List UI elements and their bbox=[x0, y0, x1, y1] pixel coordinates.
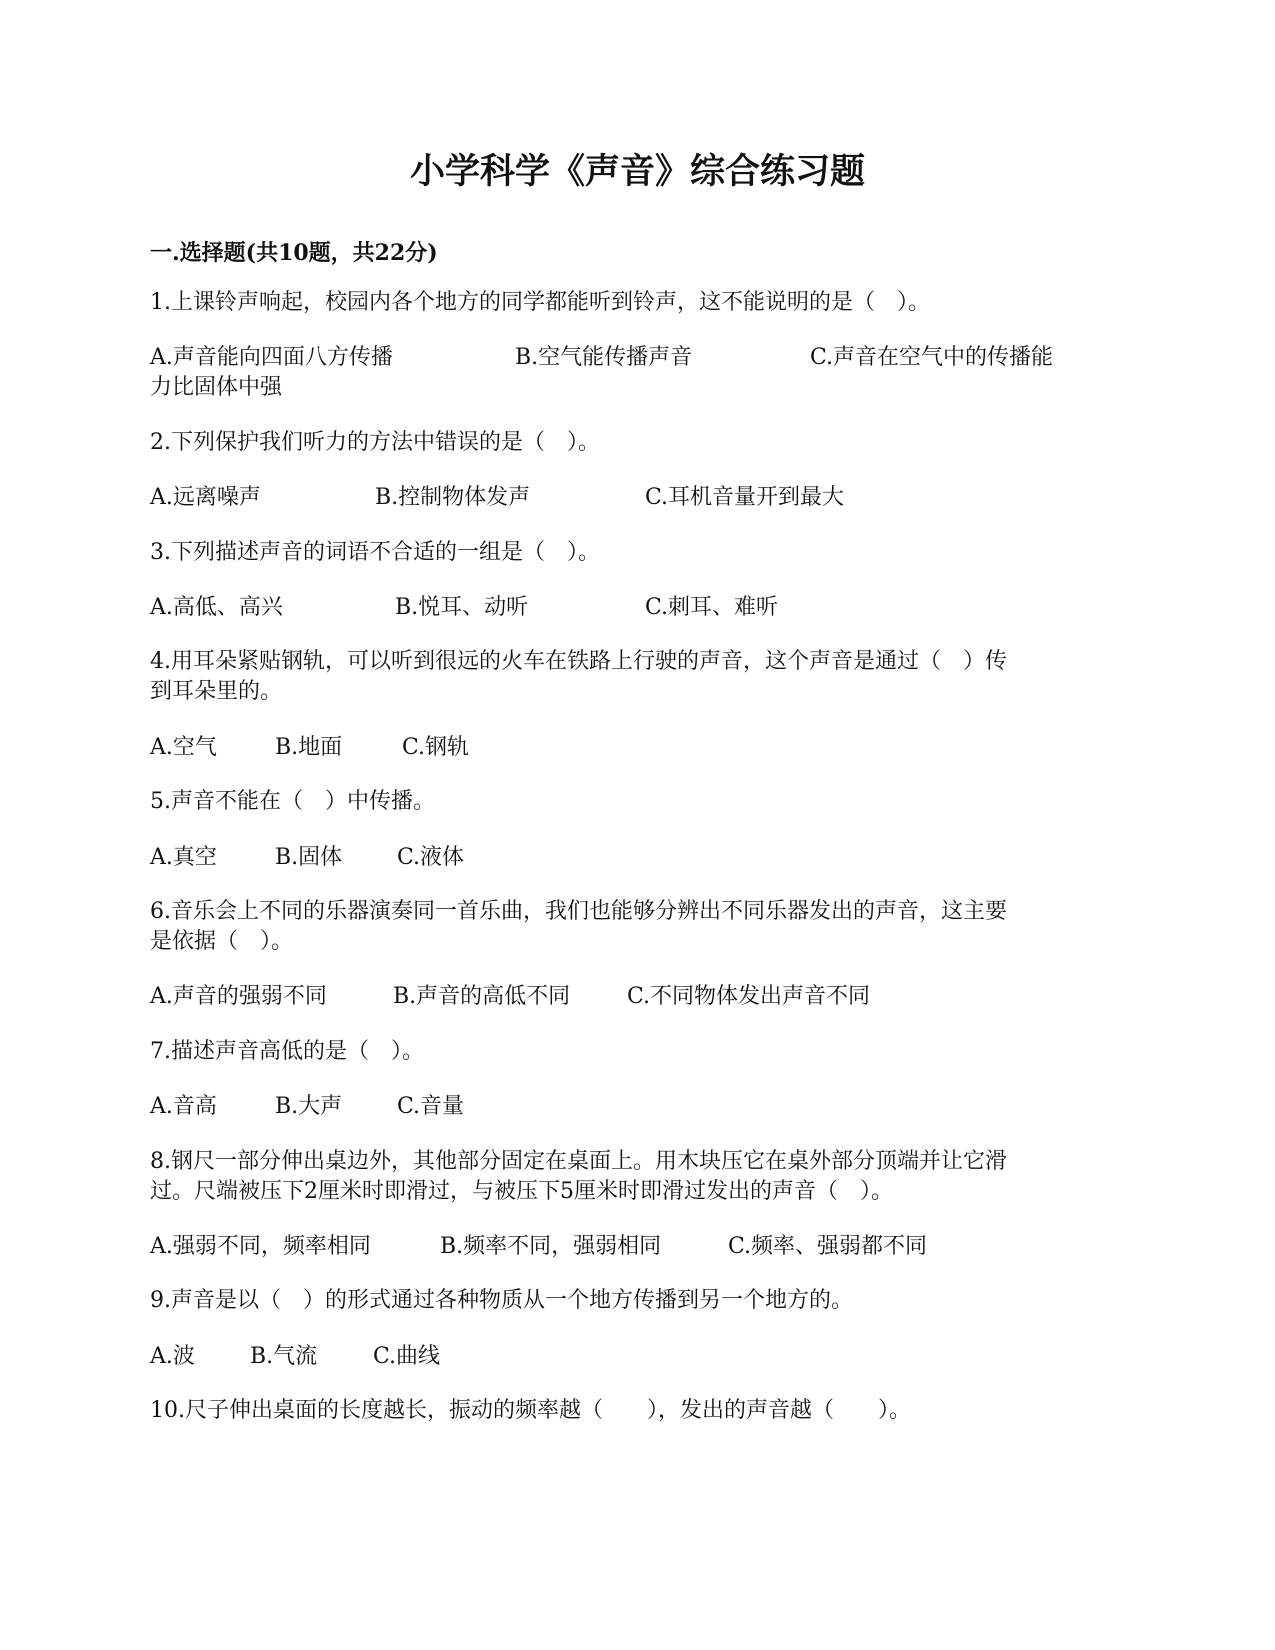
question-9-options bbox=[150, 1341, 1125, 1373]
question-3-stem: 3.下列描述声音的词语不合适的一组是（ ）。 bbox=[150, 540, 600, 565]
question-4-stem: 4.用耳朵紧贴钢轨，可以听到很远的火车在铁路上行驶的声音，这个声音是通过（ ）传 bbox=[150, 649, 1007, 674]
section-heading: 一.选择题(共10题，共22分) bbox=[150, 240, 438, 266]
question-3-option-c: C.刺耳、难听 bbox=[645, 595, 779, 620]
question-2-option-b: B.控制物体发声 bbox=[375, 485, 531, 510]
question-8-stem-continued: 过。尺端被压下2厘米时即滑过，与被压下5厘米时即滑过发出的声音（ ）。 bbox=[150, 1179, 893, 1204]
question-3-option-a: A.高低、高兴 bbox=[150, 595, 283, 620]
question-4-option-c: C.钢轨 bbox=[402, 735, 470, 760]
question-9-option-a: A.波 bbox=[150, 1344, 195, 1369]
question-1-option-a: A.声音能向四面八方传播 bbox=[150, 345, 393, 370]
question-1-option-c-continued: 力比固体中强 bbox=[150, 375, 283, 400]
question-2-option-c: C.耳机音量开到最大 bbox=[645, 485, 845, 510]
question-3-options bbox=[150, 592, 1125, 624]
question-8-option-a: A.强弱不同，频率相同 bbox=[150, 1234, 371, 1259]
question-5-option-b: B.固体 bbox=[275, 845, 343, 870]
question-6-options bbox=[150, 981, 1125, 1013]
question-6-stem: 6.音乐会上不同的乐器演奏同一首乐曲，我们也能够分辨出不同乐器发出的声音，这主要 bbox=[150, 899, 1007, 924]
question-9-option-b: B.气流 bbox=[250, 1344, 318, 1369]
question-4-options bbox=[150, 732, 1125, 764]
question-5-options bbox=[150, 842, 1125, 874]
question-8-stem: 8.钢尺一部分伸出桌边外，其他部分固定在桌面上。用木块压它在桌外部分顶端并让它滑 bbox=[150, 1149, 1007, 1174]
question-6-option-c: C.不同物体发出声音不同 bbox=[627, 984, 871, 1009]
question-1-option-b: B.空气能传播声音 bbox=[515, 345, 693, 370]
question-8-options bbox=[150, 1231, 1125, 1263]
question-7-options bbox=[150, 1091, 1125, 1123]
question-5-option-c: C.液体 bbox=[397, 845, 465, 870]
question-7-option-a: A.音高 bbox=[150, 1094, 217, 1119]
question-4-option-a: A.空气 bbox=[150, 735, 217, 760]
question-2-options bbox=[150, 482, 1125, 514]
question-6-option-b: B.声音的高低不同 bbox=[393, 984, 571, 1009]
question-4-stem-continued: 到耳朵里的。 bbox=[150, 679, 283, 704]
question-1-option-c: C.声音在空气中的传播能 bbox=[810, 345, 1054, 370]
question-7-option-b: B.大声 bbox=[275, 1094, 343, 1119]
question-10-stem: 10.尺子伸出桌面的长度越长，振动的频率越（ ），发出的声音越（ ）。 bbox=[150, 1398, 911, 1423]
question-7-stem: 7.描述声音高低的是（ ）。 bbox=[150, 1039, 424, 1064]
worksheet-title: 小学科学《声音》综合练习题 bbox=[409, 151, 865, 192]
question-5-stem: 5.声音不能在（ ）中传播。 bbox=[150, 789, 435, 814]
question-9-option-c: C.曲线 bbox=[373, 1344, 441, 1369]
question-2-stem: 2.下列保护我们听力的方法中错误的是（ ）。 bbox=[150, 430, 600, 455]
question-8-option-c: C.频率、强弱都不同 bbox=[728, 1234, 928, 1259]
question-2-option-a: A.远离噪声 bbox=[150, 485, 261, 510]
question-3-option-b: B.悦耳、动听 bbox=[395, 595, 529, 620]
question-5-option-a: A.真空 bbox=[150, 845, 217, 870]
question-6-stem-continued: 是依据（ ）。 bbox=[150, 929, 294, 954]
question-4-option-b: B.地面 bbox=[275, 735, 343, 760]
question-7-option-c: C.音量 bbox=[397, 1094, 465, 1119]
question-8-option-b: B.频率不同，强弱相同 bbox=[440, 1234, 662, 1259]
question-6-option-a: A.声音的强弱不同 bbox=[150, 984, 327, 1009]
question-1-stem: 1.上课铃声响起，校园内各个地方的同学都能听到铃声，这不能说明的是（ ）。 bbox=[150, 290, 930, 315]
question-1-options bbox=[150, 342, 1125, 374]
question-9-stem: 9.声音是以（ ）的形式通过各种物质从一个地方传播到另一个地方的。 bbox=[150, 1288, 853, 1313]
